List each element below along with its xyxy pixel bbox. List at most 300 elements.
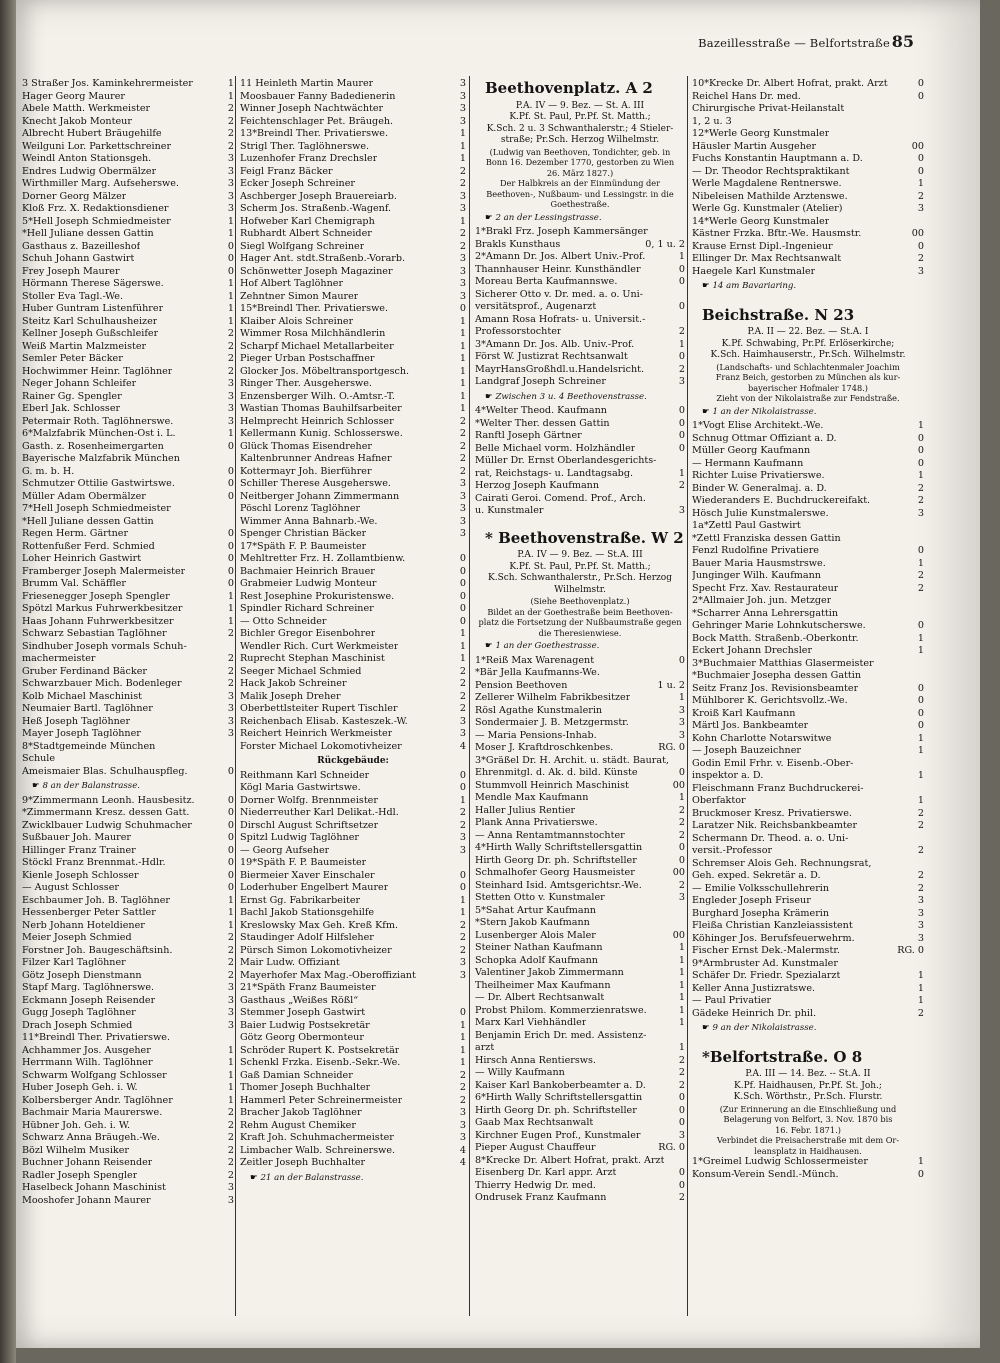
directory-entry (22, 678, 234, 691)
entry-floor: 2 (459, 819, 466, 831)
directory-entry (240, 278, 466, 291)
entry-floor: 0 (678, 1167, 685, 1178)
entry-name: Enzensberger Wilh. O.-Amtsr.-T. (240, 390, 395, 402)
entry-floor: 2 (917, 807, 924, 819)
entry-floor: 0 (917, 165, 924, 177)
entry-name: Gasthaus „Weißes Rößl“ (240, 994, 359, 1006)
entry-name: Semler Peter Bäcker (22, 353, 123, 364)
directory-entry (22, 591, 234, 604)
entry-name: Thannhauser Heinr. Kunsthändler (475, 263, 641, 275)
entry-name: 1*Greimel Ludwig Schlossermeister (692, 1156, 868, 1167)
entry-floor: 1 (678, 338, 685, 350)
entry-floor: 0 (917, 90, 924, 102)
entry-name: Hösch Julie Kunstmalerswe. (692, 507, 829, 519)
entry-name: Knecht Jakob Monteur (22, 115, 132, 127)
entry-name: 7*Hell Joseph Schmiedmeister (22, 503, 171, 514)
directory-entry (22, 128, 234, 141)
directory-entry (240, 353, 466, 366)
entry-name: Stoller Eva Tagl.-We. (22, 290, 124, 302)
entry-floor: 2 (678, 363, 685, 375)
column-3 (475, 78, 685, 1205)
entry-name: Brakls Kunsthaus (475, 238, 561, 250)
entry-name: Zeitler Joseph Buchhalter (240, 1157, 366, 1168)
directory-entry (240, 128, 466, 141)
directory-entry (240, 1020, 466, 1033)
directory-entry (240, 845, 466, 858)
entry-floor: 2 (917, 495, 924, 506)
entry-name: G. m. b. H. (22, 465, 75, 477)
entry-name: Rainer Gg. Spengler (22, 390, 122, 402)
entry-name: versitätsprof., Augenarzt (475, 301, 597, 312)
entry-floor: 1 (678, 979, 685, 991)
directory-entry (692, 445, 924, 458)
entry-name: 1a*Zettl Paul Gastwirt (692, 520, 801, 531)
entry-floor: 0 (227, 528, 234, 539)
entry-name: Steitz Karl Schulhausheizer (22, 315, 158, 327)
entry-name: Fleißa Christian Kanzleiassistent (692, 920, 853, 931)
entry-name: Kellner Joseph Gußschleifer (22, 328, 159, 339)
entry-floor: 0 (917, 1168, 924, 1180)
entry-floor: 2 (917, 870, 924, 881)
entry-floor: 1 (917, 795, 924, 806)
directory-entry (240, 995, 466, 1008)
entry-name: 11 Heinleth Martin Maurer (240, 78, 374, 89)
entry-floor: 3 (459, 957, 466, 968)
entry-floor: 2 (227, 340, 234, 352)
entry-floor: 2 (678, 1079, 685, 1091)
directory-entry (22, 541, 234, 554)
entry-name: Schnug Ottmar Offiziant a. D. (692, 432, 837, 444)
entry-floor: RG. 0 (658, 742, 685, 753)
entry-name: Marx Karl Viehhändler (475, 1017, 587, 1028)
entry-floor: 1 (459, 153, 466, 164)
directory-entry (240, 153, 466, 166)
directory-entry (240, 1157, 466, 1170)
entry-floor: 0 (917, 153, 924, 164)
directory-entry (22, 141, 234, 154)
entry-floor: 2 (459, 690, 466, 702)
pointing-hand-icon: ☛ (485, 641, 496, 651)
entry-floor: 2 (227, 140, 234, 152)
entry-floor: 1 (459, 390, 466, 402)
entry-name: Meier Joseph Schmied (22, 932, 132, 943)
directory-entry (692, 820, 924, 833)
directory-entry (475, 1180, 685, 1193)
directory-entry (240, 691, 466, 704)
directory-entry (240, 895, 466, 908)
street-heading: Beethovenplatz. A 2 (485, 79, 653, 97)
entry-name: Weindl Anton Stationsgeh. (22, 153, 152, 164)
entry-floor: 3 (227, 982, 234, 993)
entry-name: Kästner Frzka. Bftr.-We. Hausmstr. (692, 228, 862, 239)
directory-entry (240, 795, 466, 808)
entry-floor: 3 (227, 690, 234, 702)
entry-name: Hofweber Karl Chemigraph (240, 215, 375, 227)
entry-name: Fleischmann Franz Buchdruckerei- (692, 782, 864, 794)
pointing-hand-icon: ☛ (702, 281, 713, 291)
entry-name: 11*Breindl Ther. Privatierswe. (22, 1032, 171, 1043)
entry-floor: 2 (227, 969, 234, 981)
entry-name: *Zimmermann Kresz. dessen Gatt. (22, 807, 190, 818)
entry-name: Kolbersberger Andr. Taglöhner (22, 1094, 173, 1106)
entry-floor: 1 (227, 278, 234, 289)
directory-entry (475, 767, 685, 780)
entry-floor: 3 (459, 478, 466, 489)
entry-name: Gasth. z. Rosenheimergarten (22, 440, 164, 452)
entry-floor: 1 (459, 315, 466, 327)
street-info-line: K.Pf. St. Paul, Pr.Pf. St. Matth.; (509, 561, 651, 572)
entry-floor: 3 (227, 1194, 234, 1206)
entry-name: Belle Michael vorm. Holzhändler (475, 442, 636, 454)
directory-entry (692, 1169, 924, 1182)
entry-name: Pieper August Chauffeur (475, 1142, 596, 1153)
directory-entry (240, 203, 466, 216)
entry-name: Hillinger Franz Trainer (22, 844, 136, 856)
directory-entry (240, 1007, 466, 1020)
directory-entry (240, 1045, 466, 1058)
entry-name: Aschberger Joseph Brauereiarb. (240, 190, 397, 202)
entry-floor: 1 (678, 1004, 685, 1016)
entry-name: Schule (22, 753, 56, 764)
directory-entry (22, 516, 234, 529)
entry-name: Ranftl Joseph Gärtner (475, 430, 582, 441)
street-note-line: platz die Fortsetzung der Nußbaumstraße gegen (478, 617, 682, 627)
entry-name: Ringer Ther. Ausgeherswe. (240, 378, 372, 389)
directory-entry (240, 316, 466, 329)
entry-name: 17*Späth F. P. Baumeister (240, 540, 367, 552)
entry-name: Geh. exped. Sekretär a. D. (692, 870, 821, 881)
directory-entry (240, 1070, 466, 1083)
entry-floor: 3 (459, 715, 466, 727)
entry-name: Radler Joseph Spengler (22, 1169, 138, 1181)
entry-name: Bracher Jakob Taglöhner (240, 1107, 362, 1118)
directory-entry (475, 1055, 685, 1068)
entry-name: Hack Jakob Schreiner (240, 678, 347, 689)
entry-floor: 0 (678, 854, 685, 866)
entry-floor: 3 (459, 278, 466, 289)
directory-entry (22, 266, 234, 279)
entry-floor: 0 (227, 857, 234, 868)
street-info-line: K.Sch. Schwanthalerstr., Pr.Sch. Herzog (488, 573, 672, 583)
entry-name: Schremser Alois Geh. Rechnungsrat, (692, 857, 872, 869)
directory-entry (240, 428, 466, 441)
entry-name: Pürsch Simon Lokomotivheizer (240, 944, 392, 956)
directory-entry (240, 466, 466, 479)
directory-entry (22, 428, 234, 441)
entry-name: Forster Michael Lokomotivheizer (240, 740, 402, 752)
street-note (475, 596, 685, 638)
entry-name: Kolb Michael Maschinist (22, 690, 143, 702)
entry-name: Hirsch Anna Rentiersws. (475, 1054, 596, 1066)
entry-name: Schwarzbauer Mich. Bodenleger (22, 678, 182, 689)
directory-entry (240, 1095, 466, 1108)
directory-entry (475, 1105, 685, 1118)
directory-entry (22, 441, 234, 454)
directory-entry (22, 870, 234, 883)
entry-name: *Hell Juliane dessen Gattin (22, 515, 154, 527)
entry-floor: 1 (227, 919, 234, 931)
pointing-hand-icon: ☛ (485, 391, 496, 402)
entry-floor: 2 (227, 353, 234, 364)
entry-floor: 2 (459, 807, 466, 818)
directory-entry (475, 301, 685, 314)
entry-floor: 3 (459, 1119, 466, 1131)
directory-entry (692, 178, 924, 191)
entry-floor: 0 (678, 417, 685, 429)
entry-name: Stummvoll Heinrich Maschinist (475, 779, 629, 791)
directory-entry (475, 1167, 685, 1180)
entry-floor: 3 (459, 528, 466, 539)
directory-entry (22, 970, 234, 983)
entry-name: Müller Georg Kaufmann (692, 445, 811, 456)
directory-entry (240, 678, 466, 691)
directory-entry (475, 1067, 685, 1080)
directory-entry (475, 1192, 685, 1205)
directory-entry (22, 241, 234, 254)
entry-name: — Dr. Albert Rechtsanwalt (475, 992, 605, 1003)
entry-name: Spötzl Markus Fuhrwerkbesitzer (22, 603, 183, 614)
directory-entry (22, 341, 234, 354)
entry-floor: 2 (459, 1094, 466, 1106)
entry-floor: 0 (459, 590, 466, 602)
street-info-line: P.A. IV — 9. Bez. — St. A. III (515, 100, 645, 111)
entry-name: Wimmer Rosa Milchhändlerin (240, 328, 386, 339)
street-note-line: Verbindet die Preisacherstraße mit dem Or- (716, 1135, 900, 1145)
entry-floor: 1 (227, 603, 234, 614)
directory-entry (240, 253, 466, 266)
entry-floor: 2 (459, 453, 466, 464)
directory-entry (22, 1132, 234, 1145)
directory-entry (22, 328, 234, 341)
entry-floor: 1 (459, 1057, 466, 1068)
directory-entry (475, 1117, 685, 1130)
directory-entry (22, 303, 234, 316)
entry-name: 5*Sahat Artur Kaufmann (475, 904, 596, 916)
directory-entry (22, 366, 234, 379)
directory-entry (475, 251, 685, 264)
entry-floor: 3 (678, 892, 685, 903)
entry-name: Götz Georg Obermonteur (240, 1032, 364, 1043)
entry-name: Schwarz Sebastian Taglöhner (22, 628, 167, 639)
directory-entry (240, 770, 466, 783)
street-info-line: K.Sch. Haimhauserstr., Pr.Sch. Wilhelmstr. (710, 350, 906, 360)
entry-floor: 2 (227, 1119, 234, 1131)
entry-floor: 2 (459, 932, 466, 943)
entry-name: Plank Anna Privatierswe. (475, 817, 598, 828)
entry-floor: 0 (227, 807, 234, 818)
entry-name: Eberl Jak. Schlosser (22, 403, 121, 414)
directory-entry (692, 745, 924, 758)
entry-floor: 2 (459, 440, 466, 452)
entry-name: Kohn Charlotte Notarswitwe (692, 732, 832, 744)
entry-floor: 2 (227, 932, 234, 943)
entry-name: Hammerl Peter Schreinermeister (240, 1094, 403, 1106)
entry-floor: 2 (227, 957, 234, 968)
entry-name: Loderhuber Engelbert Maurer (240, 882, 389, 893)
street-note-line: 16. Febr. 1871.) (775, 1124, 841, 1135)
street-corner-note (702, 280, 924, 293)
entry-floor: 0 (917, 432, 924, 444)
entry-name: Fenzl Rudolfine Privatiere (692, 545, 819, 556)
entry-name: Lusenberger Alois Maler (475, 929, 596, 941)
entry-floor: 3 (459, 78, 466, 89)
entry-name: Winner Joseph Nachtwächter (240, 103, 384, 114)
entry-floor: 3 (227, 153, 234, 164)
directory-entry (22, 641, 234, 654)
entry-name: — Willy Kaufmann (475, 1067, 565, 1078)
entry-name: Specht Frz. Xav. Restaurateur (692, 582, 839, 594)
entry-name: Ondrusek Franz Kaufmann (475, 1192, 607, 1203)
directory-entry (475, 1155, 685, 1168)
entry-name: 3*Buchmaier Matthias Glasermeister (692, 657, 874, 669)
entry-name: — Paul Privatier (692, 995, 772, 1006)
street-corner-note (702, 1022, 924, 1035)
directory-entry (22, 216, 234, 229)
entry-floor: 3 (459, 203, 466, 214)
entry-name: Moosbauer Fanny Badedienerin (240, 90, 396, 102)
directory-entry (22, 553, 234, 566)
entry-name: — Georg Aufseher (240, 844, 330, 856)
entry-name: Rösl Agathe Kunstmalerin (475, 704, 603, 716)
directory-entry (692, 266, 924, 279)
entry-name: Fischer Ernst Dek.-Malermstr. (692, 945, 840, 956)
entry-floor: 1 (678, 692, 685, 703)
directory-entry (240, 216, 466, 229)
entry-floor: 2 (917, 1007, 924, 1019)
entry-name: Loher Heinrich Gastwirt (22, 553, 142, 564)
directory-entry (240, 857, 466, 870)
entry-name: Bruckmoser Kresz. Privatierswe. (692, 807, 852, 819)
directory-entry (692, 795, 924, 808)
entry-name: Zwicklbauer Ludwig Schuhmacher (22, 819, 192, 831)
directory-entry (475, 1092, 685, 1105)
entry-floor: 3 (459, 115, 466, 127)
entry-name: Godin Emil Frhr. v. Eisenb.-Ober- (692, 757, 854, 769)
directory-entry (692, 970, 924, 983)
directory-entry (475, 817, 685, 830)
pointing-hand-icon: ☛ (702, 406, 713, 417)
entry-name: Keller Anna Justizratswe. (692, 982, 816, 994)
entry-name: Rehm August Chemiker (240, 1119, 356, 1131)
entry-floor: RG. 0 (658, 1142, 685, 1153)
directory-entry (22, 1045, 234, 1058)
entry-name: — Dr. Theodor Rechtspraktikant (692, 165, 850, 177)
street-corner-note (250, 1172, 466, 1185)
directory-entry (692, 995, 924, 1008)
directory-entry (22, 253, 234, 266)
corner-note-text: 21 an der Balanstrasse. (260, 1172, 364, 1183)
directory-entry (692, 595, 924, 608)
entry-name: Sondermaier J. B. Metzgermstr. (475, 717, 629, 728)
entry-floor: 00 (672, 929, 685, 941)
entry-floor: 0 (227, 578, 234, 589)
entry-name: 6*Hirth Wally Schriftstellersgattin (475, 1092, 643, 1103)
entry-name: Herzog Joseph Kaufmann (475, 480, 600, 491)
entry-floor: 2 (678, 829, 685, 841)
entry-name: Nerb Johann Hoteldiener (22, 919, 145, 931)
entry-name: Kögl Maria Gastwirtswe. (240, 782, 361, 793)
entry-floor: 1 (459, 328, 466, 339)
directory-page (16, 0, 980, 1348)
entry-name: Werle Magdalene Rentnerswe. (692, 178, 842, 189)
street-heading: *Belfortstraße. O 8 (702, 1047, 863, 1066)
directory-entry (240, 782, 466, 795)
directory-entry (475, 830, 685, 843)
directory-entry (475, 967, 685, 980)
directory-entry (240, 403, 466, 416)
entry-floor: 1 (227, 1094, 234, 1106)
directory-entry (475, 905, 685, 918)
entry-name: 2*Allmaier Joh. jun. Metzger (692, 595, 832, 606)
street-note-line: Beethoven-, Nußbaum- und Lessingstr. in die (486, 188, 674, 199)
entry-floor: 0 (459, 603, 466, 614)
entry-floor: 3 (459, 1107, 466, 1118)
entry-floor: 3 (227, 703, 234, 714)
directory-entry (692, 78, 924, 91)
directory-entry (475, 376, 685, 389)
entry-name: Bauer Maria Hausmstrswe. (692, 557, 826, 569)
directory-entry (475, 226, 685, 239)
directory-entry (692, 508, 924, 521)
entry-floor: 0 (227, 869, 234, 881)
entry-name: Fuchs Konstantin Hauptmann a. D. (692, 153, 863, 164)
directory-entry (692, 433, 924, 446)
entry-floor: 2 (678, 817, 685, 828)
directory-entry (475, 264, 685, 277)
street-corner-note (485, 391, 685, 404)
entry-name: 10*Krecke Dr. Albert Hofrat, prakt. Arzt (692, 78, 888, 89)
directory-entry (475, 405, 685, 418)
entry-name: Oberbettlsteiter Rupert Tischler (240, 703, 398, 714)
directory-entry (240, 566, 466, 579)
entry-floor: 3 (459, 190, 466, 202)
entry-floor: 0 (678, 1092, 685, 1103)
directory-entry (692, 683, 924, 696)
entry-floor: 3 (227, 403, 234, 414)
entry-name: Müller Adam Obermälzer (22, 490, 146, 502)
entry-name: Siegl Wolfgang Schreiner (240, 240, 365, 252)
entry-name: Reichenbach Elisab. Kasteszek.-W. (240, 715, 408, 727)
entry-floor: 0 (227, 844, 234, 856)
entry-name: Huber Guntram Listenführer (22, 303, 164, 314)
entry-name: Mühlborer K. Gerichtsvollz.-We. (692, 695, 848, 706)
entry-name: Hochwimmer Heinr. Taglöhner (22, 365, 173, 377)
entry-floor: 2 (459, 240, 466, 252)
entry-name: Hörmann Therese Sägerswe. (22, 278, 164, 289)
directory-entry (22, 603, 234, 616)
street-entries (692, 78, 924, 293)
directory-entry (240, 503, 466, 516)
directory-entry (475, 1142, 685, 1155)
entry-floor: 3 (459, 515, 466, 527)
entry-floor: 2 (917, 190, 924, 202)
entry-floor: 1 (227, 315, 234, 327)
entry-name: Ellinger Dr. Max Rechtsanwalt (692, 253, 842, 264)
entry-floor: 3 (459, 490, 466, 502)
directory-entry (240, 820, 466, 833)
entry-floor: RG. 0 (897, 945, 924, 956)
entry-floor: 1 (459, 653, 466, 664)
directory-entry (22, 103, 234, 116)
street-note-line: 26. März 1827.) (546, 167, 614, 178)
entry-name: *Stern Jakob Kaufmann (475, 917, 590, 928)
entry-name: Kreslowsky Max Geh. Kreß Kfm. (240, 919, 398, 931)
directory-entry (692, 228, 924, 241)
directory-entry (475, 364, 685, 377)
entry-floor: 3 (678, 376, 685, 387)
directory-entry (22, 466, 234, 479)
directory-entry (240, 478, 466, 491)
